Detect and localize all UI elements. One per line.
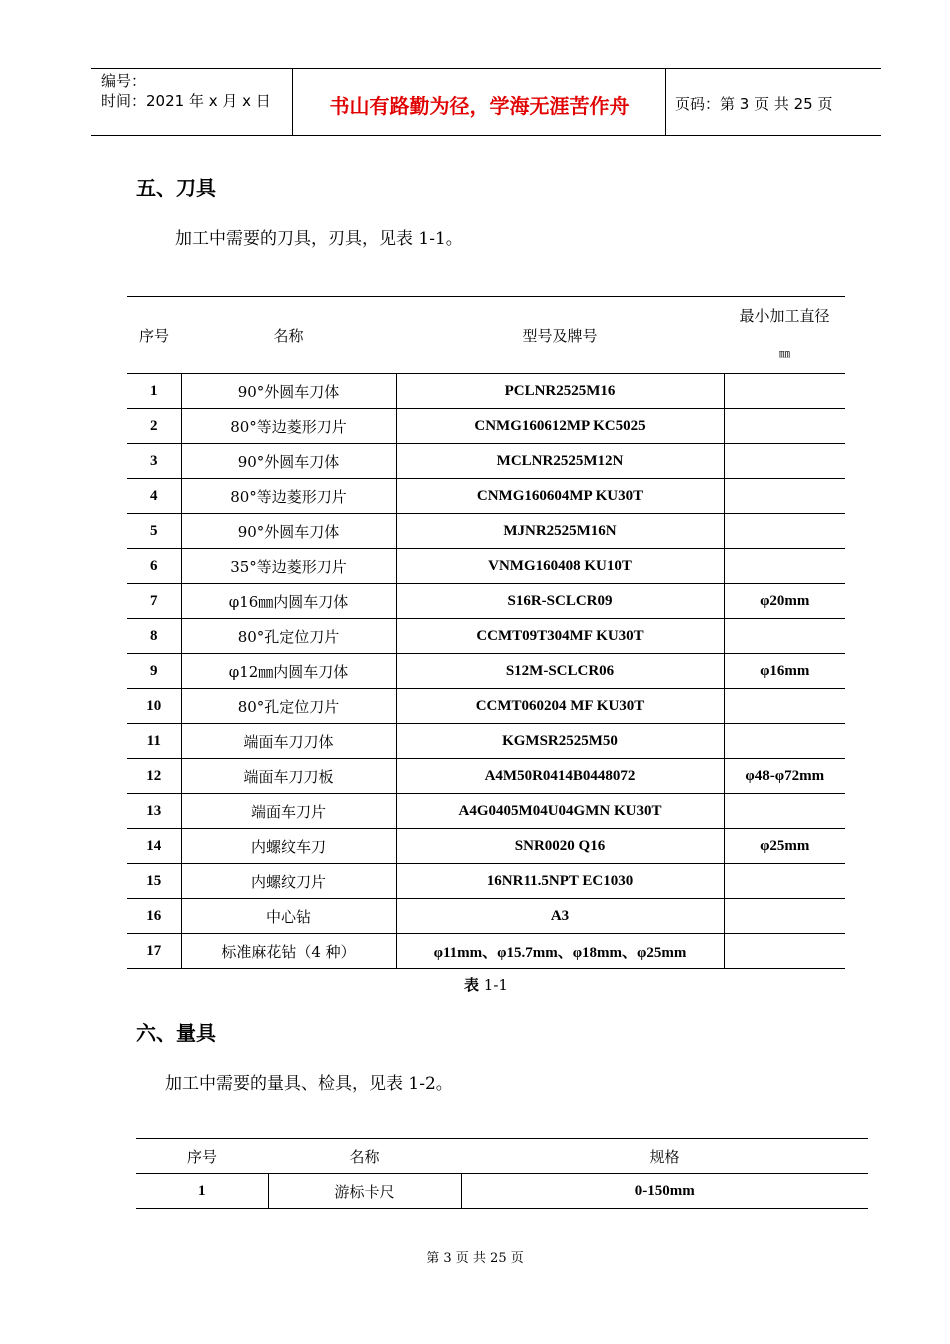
table-row	[127, 619, 845, 654]
cell-min-diameter: φ16mm	[724, 654, 845, 689]
table-row	[127, 899, 845, 934]
cell-name: 80°等边菱形刀片	[181, 479, 396, 514]
header-no: 序号	[136, 1139, 268, 1174]
cell-model: MCLNR2525M12N	[396, 444, 724, 479]
cell-min-diameter: φ48-φ72mm	[724, 759, 845, 794]
table-row	[127, 409, 845, 444]
header-no: 序号	[127, 297, 181, 374]
cell-name: 内螺纹刀片	[181, 864, 396, 899]
section-6-title: 六、量具	[136, 1021, 216, 1045]
cell-name: 内螺纹车刀	[181, 829, 396, 864]
cell-model: φ11mm、φ15.7mm、φ18mm、φ25mm	[396, 934, 724, 969]
section-5-title: 五、刀具	[136, 176, 216, 200]
table-row	[127, 584, 845, 619]
cell-min-diameter	[724, 374, 845, 409]
table-row	[127, 759, 845, 794]
cell-min-diameter	[724, 864, 845, 899]
cell-no: 14	[127, 829, 181, 864]
header-min-diameter	[724, 297, 845, 374]
cell-name: 中心钻	[181, 899, 396, 934]
cell-no: 11	[127, 724, 181, 759]
header-motto: 书山有路勤为径，学海无涯苦作舟	[329, 94, 630, 118]
cell-name: φ16㎜内圆车刀体	[181, 584, 396, 619]
cell-name: 90°外圆车刀体	[181, 444, 396, 479]
header-time-label: 时间：2021 年 x 月 x 日	[101, 92, 271, 110]
table-row	[127, 724, 845, 759]
header-name: 名称	[181, 297, 396, 374]
cell-no: 1	[127, 374, 181, 409]
cell-no: 15	[127, 864, 181, 899]
cell-model: A4M50R0414B0448072	[396, 759, 724, 794]
cell-name: 游标卡尺	[268, 1174, 461, 1209]
table-row	[127, 689, 845, 724]
table-row	[127, 654, 845, 689]
section-6-intro: 加工中需要的量具、检具，见表 1-2。	[165, 1074, 453, 1094]
cell-name: 端面车刀片	[181, 794, 396, 829]
cell-no: 5	[127, 514, 181, 549]
cell-min-diameter	[724, 689, 845, 724]
cell-model: KGMSR2525M50	[396, 724, 724, 759]
cell-no: 17	[127, 934, 181, 969]
table-header-row	[136, 1139, 868, 1174]
cell-min-diameter	[724, 934, 845, 969]
cell-min-diameter	[724, 549, 845, 584]
cell-no: 12	[127, 759, 181, 794]
cell-min-diameter	[724, 444, 845, 479]
caption-prefix: 表	[464, 976, 480, 994]
caption-number: 1-1	[479, 976, 508, 994]
table-row	[127, 479, 845, 514]
page-footer: 第 3 页 共 25 页	[426, 1251, 524, 1266]
header-divider-right	[665, 68, 666, 136]
header-page-label: 页码：第 3 页 共 25 页	[675, 95, 833, 113]
cell-name: φ12㎜内圆车刀体	[181, 654, 396, 689]
cell-min-diameter	[724, 514, 845, 549]
cell-name: 80°孔定位刀片	[181, 689, 396, 724]
table-row	[127, 864, 845, 899]
cell-min-diameter	[724, 899, 845, 934]
header-top-rule	[91, 68, 881, 69]
cell-no: 10	[127, 689, 181, 724]
header-divider-left	[292, 68, 293, 136]
cutting-tools-table	[127, 296, 845, 969]
cell-no: 8	[127, 619, 181, 654]
cell-model: CCMT09T304MF KU30T	[396, 619, 724, 654]
cell-model: S16R-SCLCR09	[396, 584, 724, 619]
cell-model: PCLNR2525M16	[396, 374, 724, 409]
cell-min-diameter: φ20mm	[724, 584, 845, 619]
table-row	[127, 829, 845, 864]
cell-name: 90°外圆车刀体	[181, 514, 396, 549]
table-row	[127, 934, 845, 969]
cell-model: A4G0405M04U04GMN KU30T	[396, 794, 724, 829]
cell-min-diameter	[724, 794, 845, 829]
table-row	[127, 374, 845, 409]
header-name: 名称	[268, 1139, 461, 1174]
cell-model: CNMG160612MP KC5025	[396, 409, 724, 444]
table-1-1-caption	[127, 974, 845, 995]
header-min-diameter-label: 最小加工直径	[739, 307, 830, 325]
cell-model: CNMG160604MP KU30T	[396, 479, 724, 514]
cell-no: 3	[127, 444, 181, 479]
table-row	[127, 549, 845, 584]
cell-name: 90°外圆车刀体	[181, 374, 396, 409]
header-spec: 规格	[461, 1139, 868, 1174]
cell-name: 端面车刀刀板	[181, 759, 396, 794]
cell-no: 7	[127, 584, 181, 619]
cell-min-diameter: φ25mm	[724, 829, 845, 864]
cell-name: 35°等边菱形刀片	[181, 549, 396, 584]
cell-model: S12M-SCLCR06	[396, 654, 724, 689]
cell-model: CCMT060204 MF KU30T	[396, 689, 724, 724]
cell-no: 9	[127, 654, 181, 689]
table-header-row	[127, 297, 845, 374]
cell-no: 1	[136, 1174, 268, 1209]
cell-name: 80°孔定位刀片	[181, 619, 396, 654]
cell-name: 80°等边菱形刀片	[181, 409, 396, 444]
measuring-tools-table	[136, 1138, 868, 1209]
cell-model: SNR0020 Q16	[396, 829, 724, 864]
header-min-diameter-unit: ㎜	[779, 347, 790, 360]
cell-no: 4	[127, 479, 181, 514]
table-row	[127, 794, 845, 829]
cell-no: 2	[127, 409, 181, 444]
cell-spec: 0-150mm	[461, 1174, 868, 1209]
header-model: 型号及牌号	[396, 297, 724, 374]
table-row	[127, 444, 845, 479]
cell-no: 6	[127, 549, 181, 584]
cell-model: VNMG160408 KU10T	[396, 549, 724, 584]
cell-model: 16NR11.5NPT EC1030	[396, 864, 724, 899]
section-5-intro: 加工中需要的刀具，刃具，见表 1-1。	[175, 229, 463, 249]
cell-min-diameter	[724, 409, 845, 444]
cell-name: 标准麻花钻（4 种）	[181, 934, 396, 969]
cell-model: MJNR2525M16N	[396, 514, 724, 549]
header-code-label: 编号：	[101, 72, 147, 90]
cell-no: 13	[127, 794, 181, 829]
cell-name: 端面车刀刀体	[181, 724, 396, 759]
header-bottom-rule	[91, 135, 881, 136]
cell-min-diameter	[724, 619, 845, 654]
cell-min-diameter	[724, 479, 845, 514]
table-row	[127, 514, 845, 549]
cell-min-diameter	[724, 724, 845, 759]
table-row	[136, 1174, 868, 1209]
cell-no: 16	[127, 899, 181, 934]
cell-model: A3	[396, 899, 724, 934]
